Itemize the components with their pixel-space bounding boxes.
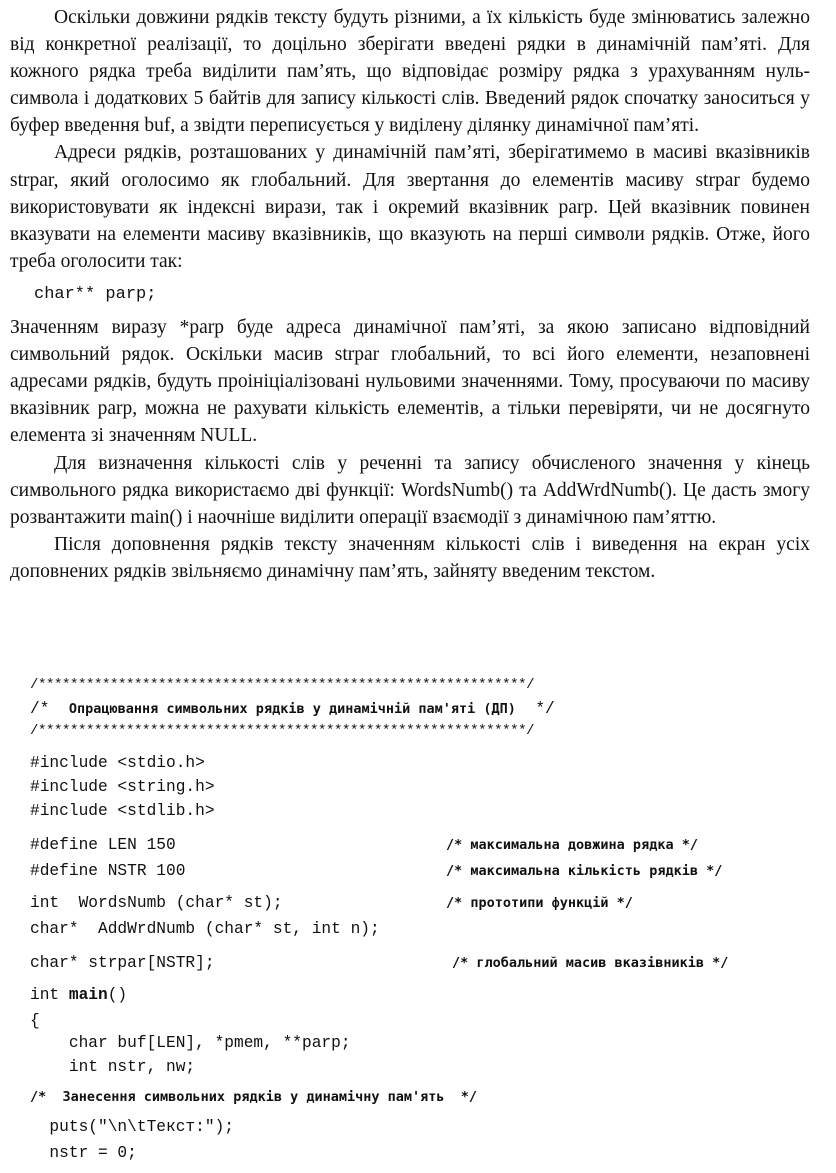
paragraph-free-memory: Після доповнення рядків тексту значенням кількості слів і виведення на екран усіх доповнених рядків звільняємо динамічну пам’ять, зайняту введеним текстом.	[10, 533, 810, 582]
prototypes-comment: /* прототипи функцій */	[446, 895, 633, 911]
define-len: #define LEN 150	[30, 836, 176, 854]
include-stdlib: #include <stdlib.h>	[30, 802, 215, 820]
comment-open: /*	[30, 700, 50, 718]
comment-border-top: /*************************************************************/	[30, 677, 535, 693]
section-comment: /* Занесення символьних рядків у динамічну пам'ять */	[30, 1089, 478, 1105]
define-nstr-comment: /* максимальна кількість рядків */	[446, 863, 723, 879]
global-strpar-comment: /* глобальний масив вказівників */	[452, 955, 729, 971]
define-nstr: #define NSTR 100	[30, 862, 186, 880]
paragraph-functions: Для визначення кількості слів у реченні та запису обчисленого значення у кінець символьного рядка використаємо дві функції: WordsNumb() та AddWrdNumb(). Це дасть змогу розвантажити main() і наочніше виділити операції взаємодії з динамічною пам’яттю.	[10, 452, 810, 528]
include-string: #include <string.h>	[30, 778, 215, 796]
local-decl-buffers: char buf[LEN], *pmem, **parp;	[30, 1034, 351, 1052]
paragraph-dynamic-memory: Оскільки довжини рядків тексту будуть різними, а їх кількість буде змінюватись залежно від конкретної реалізації, то доцільно зберігати введені рядки в динамічній пам’яті. Для кожного рядка треба виділити пам’ять, що відповідає розміру рядка з урахуванням нуль-символа і додаткових 5 байтів для запису кількості слів. Введений рядок спочатку заноситься у буфер введення buf, а звідти переписується у виділену ділянку динамічної пам’яті.	[10, 7, 810, 137]
open-brace: {	[30, 1012, 40, 1030]
main-parens: ()	[107, 986, 128, 1004]
local-decl-counters: int nstr, nw;	[30, 1058, 196, 1076]
code-snippet-parp	[34, 279, 810, 308]
nstr-init: nstr = 0;	[30, 1144, 137, 1162]
prototype-wordsnumb: int WordsNumb (char* st);	[30, 894, 283, 912]
parp-declaration: char** parp;	[34, 284, 157, 304]
main-return-type: int	[30, 986, 69, 1004]
paragraph-pointer-array: Адреси рядків, розташованих у динамічній пам’яті, зберігатимемо в масиві вказівників strpar, який оголосимо як глобальний. Для звертання до елементів масиву strpar будемо використовувати як індексні вирази, так і окремий вказівник parp. Цей вказівник повинен вказувати на елементи масиву вказівників, що вказують на перші символи рядків. Отже, його треба оголосити так:	[10, 142, 810, 272]
comment-close: */	[535, 700, 555, 718]
prototype-addwrdnumb: char* AddWrdNumb (char* st, int n);	[30, 920, 380, 938]
comment-border-bottom: /*************************************************************/	[30, 723, 535, 739]
global-strpar: char* strpar[NSTR];	[30, 954, 215, 972]
paragraph-null-check: Значенням виразу *parp буде адреса динамічної пам’яті, за якою записано відповідний символьний рядок. Оскільки масив strpar глобальний, то всі його елементи, незаповнені адресами рядків, будуть проініціалізовані нульовими значеннями. Тому, просуваючи по масиву вказівник parp, можна не рахувати кількість елементів, а тільки перевіряти, чи не досягнуто елемента зі значенням NULL.	[10, 317, 810, 447]
main-signature	[30, 984, 127, 1006]
puts-call: puts("\n\tТекст:");	[30, 1118, 234, 1136]
header-comment	[30, 698, 555, 720]
include-stdio: #include <stdio.h>	[30, 754, 205, 772]
header-comment-text: Опрацювання символьних рядків у динамічній пам'яті (ДП)	[68, 701, 516, 717]
main-name: main	[68, 986, 108, 1004]
define-len-comment: /* максимальна довжина рядка */	[446, 837, 698, 853]
text-block	[10, 4, 810, 585]
